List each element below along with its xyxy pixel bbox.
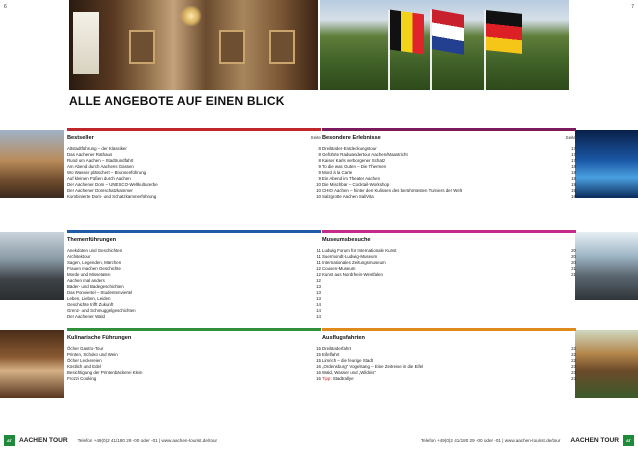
item-text: Architektour: [67, 254, 91, 259]
item-page-number: 22: [571, 346, 576, 351]
page-heading: ALLE ANGEBOTE AUF EINEN BLICK: [69, 94, 285, 108]
section-title: Kulinarische Führungen: [67, 335, 132, 341]
item-text: Grenz- und Schmuggelgeschichten: [67, 308, 136, 313]
item-text: Ein Abend im Theater Aachen: [322, 176, 381, 181]
item-page-number: 8: [318, 146, 321, 151]
section-besondere-erlebnisse: [322, 128, 576, 200]
offer-list: [322, 248, 576, 278]
item-page-number: 11: [316, 260, 321, 265]
item-text: Couven-Museum: [322, 266, 356, 271]
belgian-flag: [390, 10, 424, 55]
chandelier-shape: [179, 6, 203, 26]
item-text: To die was Guten – Die Thermen: [322, 164, 387, 169]
section-bestseller: [67, 128, 321, 200]
item-text: Der Aachener Dom – UNESCO-Weltkulturerbe: [67, 182, 158, 187]
offer-list: [67, 248, 321, 320]
item-page-number: 20: [571, 254, 576, 259]
item-label: [67, 194, 156, 200]
item-page-number: 13: [316, 290, 321, 295]
footer-left: [4, 432, 223, 448]
page-column-label: Seite: [565, 135, 576, 140]
offer-list: [322, 146, 576, 200]
footer-brand: AACHEN TOUR: [570, 436, 619, 444]
item-text: Wo Wasser plätschert – Brunnenführung: [67, 170, 147, 175]
item-text: Rund um Aachen – Stadtrundfahrt: [67, 158, 134, 163]
item-page-number: 14: [316, 314, 321, 319]
item-page-number: 18: [571, 170, 576, 175]
item-text: Kaiser Karls verborgener Schatz: [322, 158, 386, 163]
item-page-number: 17: [571, 152, 576, 157]
item-text: Morde und Missetaten: [67, 272, 111, 277]
item-page-number: 15: [316, 358, 321, 363]
item-label: [322, 194, 374, 200]
wall-panel: [269, 30, 295, 64]
offer-list: [67, 146, 321, 200]
item-page-number: 11: [316, 254, 321, 259]
german-flag: [486, 10, 522, 54]
page-column-label: Seite: [310, 135, 321, 140]
item-page-number: 12: [316, 266, 321, 271]
footer-contact: Telefon +49(0)2 41/180 29 -00 oder -01 | www.aachen-tourist.de/tour: [77, 437, 218, 443]
item-page-number: 19: [571, 182, 576, 187]
item-text: Aachen mal anders: [67, 278, 105, 283]
photo-cathedral-square: [0, 130, 64, 198]
footer-right: [415, 432, 634, 448]
item-text: Eifelfahrt: [322, 352, 340, 357]
item-text: Dreiländerfahrt: [322, 346, 352, 351]
item-label: [322, 376, 354, 382]
section-title: Museumsbesuche: [322, 237, 371, 243]
item-page-number: 12: [316, 278, 321, 283]
list-item: [67, 194, 321, 200]
item-label: [67, 314, 105, 320]
item-page-number: 10: [316, 188, 321, 193]
item-text: Sagen, Legenden, Märchen: [67, 260, 122, 265]
list-item: [322, 376, 576, 382]
wall-panel: [219, 30, 245, 64]
list-item: [322, 194, 576, 200]
page-number-left: 6: [4, 4, 7, 10]
item-text: Öcher Leckereien: [67, 358, 102, 363]
hero-photo-interior: [69, 0, 318, 90]
item-page-number: 18: [571, 176, 576, 181]
item-page-number: 17: [571, 146, 576, 151]
item-page-number: 12: [316, 272, 321, 277]
item-page-number: 23: [571, 364, 576, 369]
item-text: Internationales Zeitungsmuseum: [322, 260, 386, 265]
list-item: [67, 314, 321, 320]
photo-river-town: [575, 330, 638, 398]
window-shape: [73, 12, 99, 74]
item-text: Köstlich und Edel: [67, 364, 101, 369]
item-text: Die Mischbar – Cocktail-Workshop: [322, 182, 390, 187]
offer-list: [322, 346, 576, 382]
footer-brand: AACHEN TOUR: [19, 436, 68, 444]
item-text: Limrich – die feurige Stadt: [322, 358, 374, 363]
tip-prefix: Tipp:: [322, 376, 333, 381]
item-page-number: 14: [316, 308, 321, 313]
item-page-number: 15: [316, 346, 321, 351]
item-text: Leben, Lieben, Leiden: [67, 296, 111, 301]
item-page-number: 11: [316, 248, 321, 253]
item-text: Anekdoten und Geschichten: [67, 248, 123, 253]
item-text: Besichtigung der Printenbäckerei Klein: [67, 370, 143, 375]
section-ausflugsfahrten: [322, 328, 576, 382]
section-title: Besondere Erlebnisse: [322, 135, 381, 141]
item-page-number: 22: [571, 358, 576, 363]
footer-contact: Telefon +49(0)2 41/180 29 -00 oder -01 | www.aachen-tourist.de/tour: [420, 437, 561, 443]
item-text: Öcher Gastro-Tour: [67, 346, 104, 351]
item-text: Der Aachener Wald: [67, 314, 105, 319]
item-page-number: 21: [571, 266, 576, 271]
item-label: [67, 376, 96, 382]
section-title: Themenführungen: [67, 237, 117, 243]
item-text: Frauen machen Geschichte: [67, 266, 121, 271]
item-text: Bäder- und Badegeschichten: [67, 284, 124, 289]
photo-statue: [0, 232, 64, 300]
section-museumsbesuche: [322, 230, 576, 278]
wall-panel: [129, 30, 155, 64]
item-text: Printen, Schoko und Wein: [67, 352, 118, 357]
item-text: CHIO Aachen – hinter den Kulissen des berühmtesten Turniers der Welt: [322, 188, 463, 193]
item-page-number: 9: [318, 170, 321, 175]
item-page-number: 13: [316, 284, 321, 289]
item-text: Mord à la Carte: [322, 170, 353, 175]
item-page-number: 20: [571, 260, 576, 265]
item-page-number: 16: [316, 364, 321, 369]
item-page-number: 21: [571, 272, 576, 277]
item-page-number: 10: [316, 194, 321, 199]
item-text: Geführte Radwandertour Aachen/Maastricht: [322, 152, 408, 157]
item-text: Stadtrallye: [332, 376, 354, 381]
list-item: [322, 272, 576, 278]
item-page-number: 16: [316, 376, 321, 381]
photo-museum-architecture: [575, 232, 638, 300]
aachen-tour-logo-icon: AT: [623, 435, 634, 446]
photo-thermal-bath: [575, 130, 638, 198]
item-page-number: 16: [316, 370, 321, 375]
section-themenfuehrungen: [67, 230, 321, 320]
aachen-tour-logo-icon: AT: [4, 435, 15, 446]
item-page-number: 18: [571, 164, 576, 169]
item-page-number: 14: [316, 302, 321, 307]
item-page-number: 8: [318, 158, 321, 163]
item-text: Der Aachener Domschatzkammer: [67, 188, 133, 193]
offer-list: [67, 346, 321, 382]
item-page-number: 19: [571, 188, 576, 193]
item-text: „Ordensburg" Vogelsang – Eine Zeitreise in die Eifel: [322, 364, 424, 369]
item-text: Suermondt-Ludwig-Museum: [322, 254, 378, 259]
section-kulinarische-fuehrungen: [67, 328, 321, 382]
item-text: Dreiländer-Entdeckungstour: [322, 146, 377, 151]
item-text: Altstadtführung – der Klassiker: [67, 146, 127, 151]
item-page-number: 22: [571, 352, 576, 357]
item-text: Ludwig Forum für Internationale Kunst: [322, 248, 397, 253]
item-page-number: 23: [571, 370, 576, 375]
hero-photo-flags: [320, 0, 569, 90]
item-text: Wald, Wasser und „Wildnis": [322, 370, 376, 375]
item-text: Geschichte trifft Zukunft: [67, 302, 114, 307]
item-page-number: 13: [316, 296, 321, 301]
item-text: Am Abend durch Aachens Gassen: [67, 164, 134, 169]
list-item: [67, 376, 321, 382]
item-page-number: 19: [571, 194, 576, 199]
item-text: Kunst aus Nordrhein-Westfalen: [322, 272, 383, 277]
dutch-flag: [432, 9, 464, 55]
item-page-number: 23: [571, 376, 576, 381]
item-page-number: 20: [571, 248, 576, 253]
section-title: Ausflugsfahrten: [322, 335, 365, 341]
item-label: [322, 272, 383, 278]
page-number-right: 7: [631, 4, 634, 10]
item-page-number: 17: [571, 158, 576, 163]
item-page-number: 9: [318, 164, 321, 169]
item-page-number: 9: [318, 176, 321, 181]
section-title: Bestseller: [67, 135, 94, 141]
item-text: Kombinierte Dom- und Schatzkammerführung: [67, 194, 157, 199]
item-page-number: 10: [316, 182, 321, 187]
item-text: Salzgrotte Aachen SaliVita: [322, 194, 374, 199]
item-text: Frozzi Cooking: [67, 376, 97, 381]
item-text: Auf kleinen Füßen durch Aachen: [67, 176, 131, 181]
item-page-number: 8: [318, 152, 321, 157]
item-text: Das Ponviertel – Studentenviertel: [67, 290, 133, 295]
item-text: Das Aachener Rathaus: [67, 152, 113, 157]
item-page-number: 15: [316, 352, 321, 357]
photo-restaurant: [0, 330, 64, 398]
